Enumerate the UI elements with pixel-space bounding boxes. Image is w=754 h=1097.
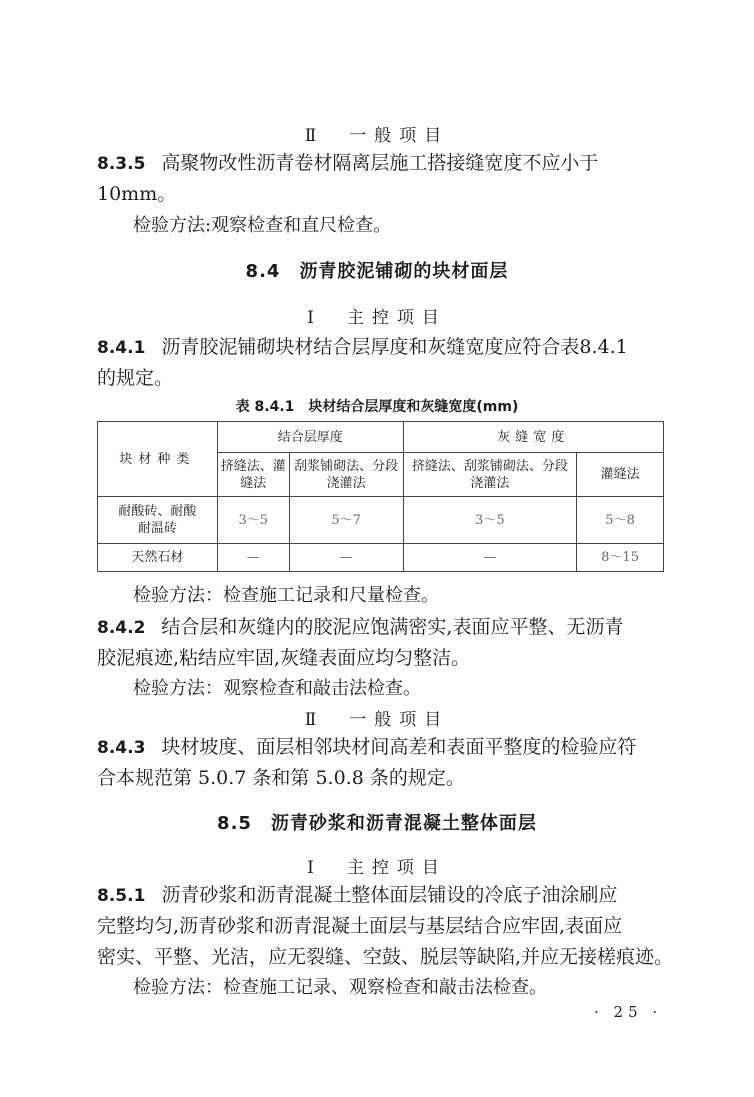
- section-heading-8-5: 8.5 沥青砂浆和沥青混凝土整体面层: [217, 813, 537, 834]
- table-cell: 8～15: [577, 544, 664, 572]
- section-subheading-main-items: Ⅰ 主控项目: [307, 308, 447, 328]
- clause-number: 8.5.1: [97, 886, 146, 906]
- clause-8-4-3-line1: [97, 733, 636, 762]
- table-subheader-bond2: 刮浆铺砌法、分段浇灌法: [289, 453, 403, 497]
- table-subheader-joint1: 挤缝法、刮浆铺砌法、分段浇灌法: [403, 453, 577, 497]
- inspection-method: 检验方法:观察检查和直尺检查。: [133, 215, 392, 236]
- table-subheader-bond1: 挤缝法、灌缝法: [217, 453, 289, 497]
- table-cell: 5～7: [289, 497, 403, 544]
- inspection-method: 检验方法：检查施工记录和尺量检查。: [133, 585, 439, 606]
- table-caption: 表 8.4.1 块材结合层厚度和灰缝宽度(mm): [235, 399, 519, 415]
- clause-8-3-5-line1: [97, 149, 598, 178]
- clause-number: 8.3.5: [97, 154, 146, 174]
- table-cell: 3～5: [217, 497, 289, 544]
- table-subheader-joint2: 灌缝法: [577, 453, 664, 497]
- table-row: [98, 497, 664, 544]
- table-cell-type: 天然石材: [98, 544, 218, 572]
- table-header-type: 块材种类: [98, 422, 218, 497]
- inspection-method: 检验方法：检查施工记录、观察检查和敲击法检查。: [133, 977, 547, 998]
- table-cell-type: 耐酸砖、耐酸耐温砖: [98, 497, 218, 544]
- page-number: · 25 ·: [594, 1003, 663, 1021]
- table-header-joint: 灰缝宽度: [403, 422, 663, 453]
- clause-8-5-1-line2: 完整均匀,沥青砂浆和沥青混凝土面层与基层结合应牢固,表面应: [97, 915, 623, 937]
- section-heading-8-4: 8.4 沥青胶泥铺砌的块材面层: [245, 261, 509, 282]
- section-subheading-general-items: Ⅱ 一般项目: [304, 126, 450, 146]
- table-cell: —: [403, 544, 577, 572]
- clause-8-5-1-line3: 密实、平整、光洁，应无裂缝、空鼓、脱层等缺陷,并应无接槎痕迹。: [97, 946, 674, 968]
- clause-8-3-5-line2: 10mm。: [97, 183, 177, 205]
- table-cell: —: [289, 544, 403, 572]
- table-cell: —: [217, 544, 289, 572]
- clause-8-4-2-line1: [97, 613, 623, 642]
- clause-number: 8.4.2: [97, 618, 146, 638]
- clause-text: 沥青砂浆和沥青混凝土整体面层铺设的冷底子油涂刷应: [161, 884, 618, 906]
- clause-text: 高聚物改性沥青卷材隔离层施工搭接缝宽度不应小于: [161, 152, 599, 174]
- clause-text: 沥青胶泥铺砌块材结合层厚度和灰缝宽度应符合表8.4.1: [161, 336, 628, 358]
- clause-text: 结合层和灰缝内的胶泥应饱满密实,表面应平整、无沥青: [161, 616, 624, 638]
- clause-8-4-2-line2: 胶泥痕迹,粘结应牢固,灰缝表面应均匀整洁。: [97, 647, 471, 669]
- clause-8-5-1-line1: [97, 881, 617, 910]
- thickness-table: [97, 421, 664, 572]
- clause-8-4-1-line1: [97, 333, 628, 362]
- clause-8-4-3-line2: 合本规范第 5.0.7 条和第 5.0.8 条的规定。: [97, 767, 465, 789]
- table-row: [98, 544, 664, 572]
- clause-number: 8.4.3: [97, 738, 146, 758]
- clause-8-4-1-line2: 的规定。: [97, 367, 174, 389]
- section-subheading-main-items: Ⅰ 主控项目: [307, 858, 447, 878]
- table-cell: 3～5: [403, 497, 577, 544]
- inspection-method: 检验方法：观察检查和敲击法检查。: [133, 678, 421, 699]
- table-header-bond: 结合层厚度: [217, 422, 403, 453]
- section-subheading-general-items: Ⅱ 一般项目: [304, 710, 450, 730]
- clause-number: 8.4.1: [97, 338, 146, 358]
- table-cell: 5～8: [577, 497, 664, 544]
- clause-text: 块材坡度、面层相邻块材间高差和表面平整度的检验应符: [161, 736, 637, 758]
